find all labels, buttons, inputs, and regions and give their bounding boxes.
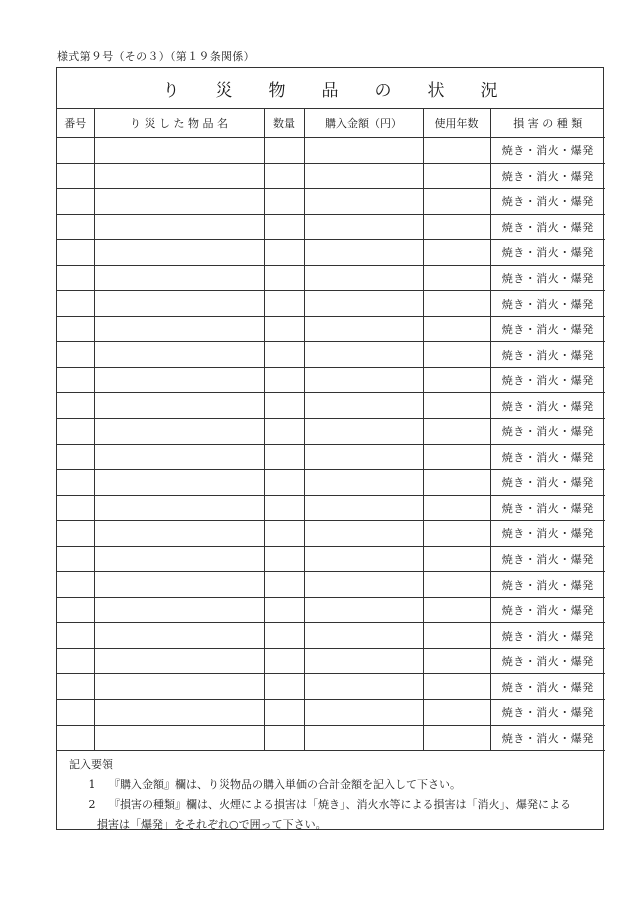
cell-number[interactable]	[57, 470, 94, 496]
cell-years-used[interactable]	[423, 367, 490, 393]
cell-quantity[interactable]	[264, 725, 304, 751]
cell-damage-type: 焼き・消火・爆発	[490, 572, 605, 598]
cell-damage-type: 焼き・消火・爆発	[490, 623, 605, 649]
cell-purchase-amount[interactable]	[304, 546, 423, 572]
cell-quantity[interactable]	[264, 521, 304, 547]
cell-item-name[interactable]	[94, 367, 264, 393]
cell-damage-type: 焼き・消火・爆発	[490, 521, 605, 547]
instruction-number: 1	[88, 778, 96, 792]
cell-item-name[interactable]	[94, 444, 264, 470]
cell-purchase-amount[interactable]	[304, 265, 423, 291]
cell-damage-type: 焼き・消火・爆発	[490, 725, 605, 751]
cell-years-used[interactable]	[423, 521, 490, 547]
cell-damage-type: 焼き・消火・爆発	[490, 316, 605, 342]
cell-item-name[interactable]	[94, 342, 264, 368]
cell-quantity[interactable]	[264, 393, 304, 419]
table-row	[57, 265, 605, 291]
cell-years-used[interactable]	[423, 265, 490, 291]
cell-purchase-amount[interactable]	[304, 648, 423, 674]
cell-damage-type: 焼き・消火・爆発	[490, 163, 605, 189]
cell-number[interactable]	[57, 189, 94, 215]
cell-quantity[interactable]	[264, 444, 304, 470]
cell-damage-type: 焼き・消火・爆発	[490, 342, 605, 368]
cell-purchase-amount[interactable]	[304, 725, 423, 751]
cell-number[interactable]	[57, 674, 94, 700]
cell-number[interactable]	[57, 597, 94, 623]
table-row	[57, 419, 605, 445]
cell-quantity[interactable]	[264, 265, 304, 291]
table-row	[57, 367, 605, 393]
cell-damage-type: 焼き・消火・爆発	[490, 700, 605, 726]
cell-number[interactable]	[57, 367, 94, 393]
cell-purchase-amount[interactable]	[304, 521, 423, 547]
cell-item-name[interactable]	[94, 700, 264, 726]
instruction-text: 『購入金額』欄は、り災物品の購入単価の合計金額を記入して下さい。	[109, 778, 461, 792]
header-number: 番号	[57, 109, 94, 138]
cell-purchase-amount[interactable]	[304, 163, 423, 189]
cell-damage-type: 焼き・消火・爆発	[490, 444, 605, 470]
cell-number[interactable]	[57, 725, 94, 751]
cell-damage-type: 焼き・消火・爆発	[490, 495, 605, 521]
instruction-item	[69, 775, 603, 795]
cell-damage-type: 焼き・消火・爆発	[490, 470, 605, 496]
cell-item-name[interactable]	[94, 265, 264, 291]
cell-quantity[interactable]	[264, 623, 304, 649]
cell-years-used[interactable]	[423, 138, 490, 164]
cell-item-name[interactable]	[94, 189, 264, 215]
cell-damage-type: 焼き・消火・爆発	[490, 648, 605, 674]
cell-purchase-amount[interactable]	[304, 316, 423, 342]
cell-damage-type: 焼き・消火・爆発	[490, 546, 605, 572]
table-row	[57, 291, 605, 317]
cell-number[interactable]	[57, 546, 94, 572]
instruction-continuation: 損害は「爆発」をそれぞれ○で囲って下さい。	[97, 818, 327, 832]
cell-item-name[interactable]	[94, 623, 264, 649]
cell-purchase-amount[interactable]	[304, 291, 423, 317]
cell-number[interactable]	[57, 623, 94, 649]
cell-quantity[interactable]	[264, 648, 304, 674]
cell-number[interactable]	[57, 572, 94, 598]
instructions	[57, 751, 603, 835]
header-item-name: り 災 し た 物 品 名	[94, 109, 264, 138]
table-row	[57, 597, 605, 623]
cell-quantity[interactable]	[264, 495, 304, 521]
cell-item-name[interactable]	[94, 546, 264, 572]
table-row	[57, 700, 605, 726]
cell-purchase-amount[interactable]	[304, 495, 423, 521]
cell-purchase-amount[interactable]	[304, 597, 423, 623]
header-purchase-amount: 購入金額（円）	[304, 109, 423, 138]
cell-years-used[interactable]	[423, 495, 490, 521]
table-row	[57, 623, 605, 649]
cell-number[interactable]	[57, 163, 94, 189]
table-row	[57, 546, 605, 572]
cell-quantity[interactable]	[264, 700, 304, 726]
cell-damage-type: 焼き・消火・爆発	[490, 138, 605, 164]
cell-purchase-amount[interactable]	[304, 674, 423, 700]
cell-years-used[interactable]	[423, 189, 490, 215]
cell-purchase-amount[interactable]	[304, 572, 423, 598]
table-row	[57, 495, 605, 521]
cell-years-used[interactable]	[423, 163, 490, 189]
cell-quantity[interactable]	[264, 214, 304, 240]
cell-years-used[interactable]	[423, 214, 490, 240]
cell-damage-type: 焼き・消火・爆発	[490, 393, 605, 419]
cell-damage-type: 焼き・消火・爆発	[490, 240, 605, 266]
cell-quantity[interactable]	[264, 367, 304, 393]
cell-purchase-amount[interactable]	[304, 138, 423, 164]
cell-item-name[interactable]	[94, 470, 264, 496]
table-row	[57, 648, 605, 674]
table-row	[57, 163, 605, 189]
cell-item-name[interactable]	[94, 393, 264, 419]
cell-quantity[interactable]	[264, 546, 304, 572]
table-row	[57, 725, 605, 751]
instructions-heading: 記入要領	[69, 758, 113, 772]
table-row	[57, 444, 605, 470]
table-row	[57, 189, 605, 215]
cell-quantity[interactable]	[264, 163, 304, 189]
cell-purchase-amount[interactable]	[304, 700, 423, 726]
cell-damage-type: 焼き・消火・爆発	[490, 597, 605, 623]
cell-damage-type: 焼き・消火・爆発	[490, 265, 605, 291]
cell-years-used[interactable]	[423, 648, 490, 674]
cell-quantity[interactable]	[264, 240, 304, 266]
cell-purchase-amount[interactable]	[304, 623, 423, 649]
cell-item-name[interactable]	[94, 725, 264, 751]
cell-item-name[interactable]	[94, 495, 264, 521]
cell-number[interactable]	[57, 444, 94, 470]
damaged-items-table	[57, 109, 605, 751]
table-header-row	[57, 109, 605, 138]
cell-item-name[interactable]	[94, 138, 264, 164]
table-row	[57, 393, 605, 419]
cell-number[interactable]	[57, 316, 94, 342]
form-label: 様式第９号（その３）（第１９条関係）	[57, 50, 255, 63]
cell-quantity[interactable]	[264, 316, 304, 342]
table-row	[57, 572, 605, 598]
cell-purchase-amount[interactable]	[304, 214, 423, 240]
damaged-items-form	[56, 67, 604, 830]
cell-purchase-amount[interactable]	[304, 419, 423, 445]
table-row	[57, 214, 605, 240]
form-title: り災物品の状況	[57, 68, 603, 109]
cell-years-used[interactable]	[423, 674, 490, 700]
cell-years-used[interactable]	[423, 470, 490, 496]
cell-quantity[interactable]	[264, 291, 304, 317]
cell-purchase-amount[interactable]	[304, 342, 423, 368]
cell-years-used[interactable]	[423, 725, 490, 751]
cell-item-name[interactable]	[94, 597, 264, 623]
header-quantity: 数量	[264, 109, 304, 138]
cell-quantity[interactable]	[264, 674, 304, 700]
table-row	[57, 240, 605, 266]
cell-purchase-amount[interactable]	[304, 189, 423, 215]
table-row	[57, 521, 605, 547]
cell-item-name[interactable]	[94, 316, 264, 342]
cell-purchase-amount[interactable]	[304, 367, 423, 393]
cell-years-used[interactable]	[423, 291, 490, 317]
cell-number[interactable]	[57, 419, 94, 445]
cell-number[interactable]	[57, 342, 94, 368]
table-row	[57, 674, 605, 700]
cell-item-name[interactable]	[94, 648, 264, 674]
cell-purchase-amount[interactable]	[304, 470, 423, 496]
cell-purchase-amount[interactable]	[304, 444, 423, 470]
cell-damage-type: 焼き・消火・爆発	[490, 367, 605, 393]
cell-years-used[interactable]	[423, 623, 490, 649]
cell-damage-type: 焼き・消火・爆発	[490, 419, 605, 445]
cell-number[interactable]	[57, 495, 94, 521]
cell-damage-type: 焼き・消火・爆発	[490, 674, 605, 700]
cell-years-used[interactable]	[423, 393, 490, 419]
instruction-text: 『損害の種類』欄は、火煙による損害は「焼き」、消火水等による損害は「消火」、爆発による	[109, 798, 571, 812]
table-row	[57, 342, 605, 368]
cell-years-used[interactable]	[423, 597, 490, 623]
cell-number[interactable]	[57, 393, 94, 419]
cell-damage-type: 焼き・消火・爆発	[490, 189, 605, 215]
cell-years-used[interactable]	[423, 316, 490, 342]
cell-quantity[interactable]	[264, 419, 304, 445]
cell-number[interactable]	[57, 138, 94, 164]
cell-number[interactable]	[57, 291, 94, 317]
cell-quantity[interactable]	[264, 597, 304, 623]
cell-item-name[interactable]	[94, 214, 264, 240]
cell-years-used[interactable]	[423, 572, 490, 598]
table-row	[57, 470, 605, 496]
cell-years-used[interactable]	[423, 342, 490, 368]
cell-years-used[interactable]	[423, 444, 490, 470]
cell-damage-type: 焼き・消火・爆発	[490, 291, 605, 317]
cell-damage-type: 焼き・消火・爆発	[490, 214, 605, 240]
cell-quantity[interactable]	[264, 138, 304, 164]
cell-number[interactable]	[57, 265, 94, 291]
cell-quantity[interactable]	[264, 470, 304, 496]
cell-item-name[interactable]	[94, 674, 264, 700]
cell-item-name[interactable]	[94, 240, 264, 266]
table-row	[57, 316, 605, 342]
cell-years-used[interactable]	[423, 546, 490, 572]
cell-purchase-amount[interactable]	[304, 393, 423, 419]
instruction-number: 2	[88, 798, 96, 812]
cell-item-name[interactable]	[94, 163, 264, 189]
cell-years-used[interactable]	[423, 240, 490, 266]
cell-number[interactable]	[57, 214, 94, 240]
cell-number[interactable]	[57, 240, 94, 266]
cell-purchase-amount[interactable]	[304, 240, 423, 266]
cell-years-used[interactable]	[423, 700, 490, 726]
instruction-item	[69, 795, 603, 815]
cell-number[interactable]	[57, 648, 94, 674]
cell-item-name[interactable]	[94, 419, 264, 445]
cell-number[interactable]	[57, 521, 94, 547]
cell-item-name[interactable]	[94, 291, 264, 317]
header-years-used: 使用年数	[423, 109, 490, 138]
cell-number[interactable]	[57, 700, 94, 726]
table-row	[57, 138, 605, 164]
cell-quantity[interactable]	[264, 342, 304, 368]
header-damage-type: 損 害 の 種 類	[490, 109, 605, 138]
cell-quantity[interactable]	[264, 189, 304, 215]
cell-quantity[interactable]	[264, 572, 304, 598]
cell-item-name[interactable]	[94, 572, 264, 598]
cell-years-used[interactable]	[423, 419, 490, 445]
cell-item-name[interactable]	[94, 521, 264, 547]
